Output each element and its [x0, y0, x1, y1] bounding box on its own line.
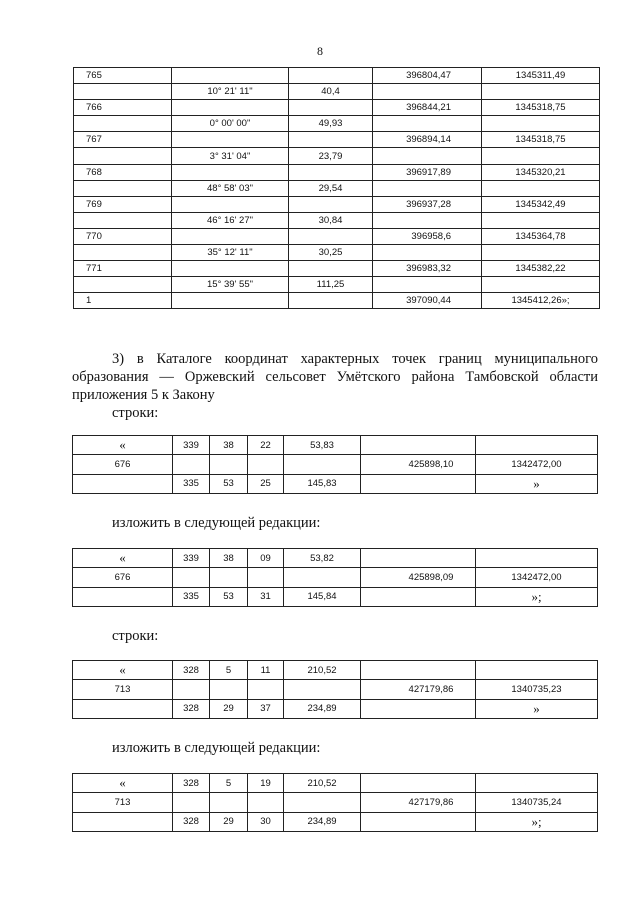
table-cell: 676 [73, 568, 173, 587]
table-cell: 765 [74, 68, 172, 84]
table-row [74, 84, 600, 100]
table-cell: 427179,86 [361, 793, 476, 812]
table-cell [173, 680, 210, 699]
label-rows-2: строки: [112, 628, 159, 644]
table-cell [361, 774, 476, 793]
table-cell: » [476, 474, 598, 493]
table-cell [172, 164, 289, 180]
table-cell: 1345318,75 [482, 132, 600, 148]
table-cell: 328 [173, 661, 210, 680]
table-cell [361, 474, 476, 493]
table-cell [361, 812, 476, 831]
table-cell: 1340735,24 [476, 793, 598, 812]
table-cell [373, 180, 482, 196]
table-cell [74, 212, 172, 228]
table-cell [74, 180, 172, 196]
table-cell: 234,89 [284, 812, 361, 831]
table-cell: 1345318,75 [482, 100, 600, 116]
table-row [73, 549, 598, 568]
table-cell [73, 812, 173, 831]
table-cell [361, 699, 476, 718]
table-cell: 767 [74, 132, 172, 148]
table-cell: 339 [173, 436, 210, 455]
table-row [74, 68, 600, 84]
table-cell: 713 [73, 680, 173, 699]
table-cell: « [73, 436, 173, 455]
table-cell: 29 [210, 699, 248, 718]
table-cell: 40,4 [289, 84, 373, 100]
table-cell [73, 699, 173, 718]
table-row [74, 212, 600, 228]
table-cell [248, 455, 284, 474]
table-cell [289, 68, 373, 84]
table-cell: 19 [248, 774, 284, 793]
table-cell [289, 293, 373, 309]
table-cell: 427179,86 [361, 680, 476, 699]
table-cell: 48° 58' 03" [172, 180, 289, 196]
table-cell: 766 [74, 100, 172, 116]
table-cell: 38 [210, 549, 248, 568]
table-cell [173, 793, 210, 812]
table-cell [74, 116, 172, 132]
table-cell [173, 455, 210, 474]
table-cell [373, 245, 482, 261]
table-cell: 1345412,26»; [482, 293, 600, 309]
table-cell [482, 180, 600, 196]
table-cell: 1345342,49 [482, 196, 600, 212]
table-row [73, 474, 598, 493]
table-cell [361, 661, 476, 680]
table-cell [74, 277, 172, 293]
table-row [74, 148, 600, 164]
table-cell [476, 436, 598, 455]
table-cell [172, 68, 289, 84]
paragraph-line-3: приложения 5 к Закону [72, 387, 215, 403]
table-cell [284, 568, 361, 587]
table-cell: » [476, 699, 598, 718]
table-row [74, 100, 600, 116]
table-cell: 29 [210, 812, 248, 831]
table-cell [289, 100, 373, 116]
table-cell [482, 116, 600, 132]
table-cell [289, 164, 373, 180]
table-cell: 396937,28 [373, 196, 482, 212]
table-cell: 53,82 [284, 549, 361, 568]
table-cell: « [73, 549, 173, 568]
table-cell [361, 436, 476, 455]
table-row [73, 455, 598, 474]
table-cell [172, 100, 289, 116]
table-cell [373, 116, 482, 132]
table-cell [248, 793, 284, 812]
table-cell: 38 [210, 436, 248, 455]
table-cell [289, 228, 373, 244]
table-cell: 111,25 [289, 277, 373, 293]
table-cell: 335 [173, 587, 210, 606]
table-cell: « [73, 774, 173, 793]
table-cell: 396983,32 [373, 261, 482, 277]
table-cell [172, 228, 289, 244]
table-cell: 10° 21' 11" [172, 84, 289, 100]
table-cell: 15° 39' 55" [172, 277, 289, 293]
table-cell: 30,84 [289, 212, 373, 228]
table-cell: 328 [173, 774, 210, 793]
table-cell: 11 [248, 661, 284, 680]
table-row [73, 793, 598, 812]
table-row [74, 277, 600, 293]
table-row [74, 196, 600, 212]
table-cell [74, 148, 172, 164]
table-cell: 1 [74, 293, 172, 309]
new-rows-table-1 [72, 548, 598, 607]
table-cell [482, 148, 600, 164]
table-cell [373, 148, 482, 164]
table-cell [373, 84, 482, 100]
label-replace-2: изложить в следующей редакции: [112, 740, 321, 756]
table-cell: 396804,47 [373, 68, 482, 84]
table-cell: 30,25 [289, 245, 373, 261]
table-cell: 22 [248, 436, 284, 455]
table-cell: 396917,89 [373, 164, 482, 180]
table-cell [476, 774, 598, 793]
table-cell: 771 [74, 261, 172, 277]
table-cell: 234,89 [284, 699, 361, 718]
table-cell [373, 277, 482, 293]
table-cell: 29,54 [289, 180, 373, 196]
table-row [74, 245, 600, 261]
table-cell: 328 [173, 699, 210, 718]
table-row [74, 116, 600, 132]
table-cell: 396958,6 [373, 228, 482, 244]
table-cell [173, 568, 210, 587]
table-row [74, 261, 600, 277]
paragraph-line-1: 3) в Каталоге координат характерных точек границ муниципального [112, 351, 598, 367]
table-cell: »; [476, 812, 598, 831]
table-cell: 210,52 [284, 661, 361, 680]
amendment-paragraph [72, 350, 598, 404]
table-cell: 37 [248, 699, 284, 718]
table-cell [289, 132, 373, 148]
table-cell [482, 84, 600, 100]
table-cell: 35° 12' 11" [172, 245, 289, 261]
table-cell [476, 549, 598, 568]
page-number: 8 [317, 44, 323, 58]
table-cell: « [73, 661, 173, 680]
coordinates-table-continued [73, 67, 600, 309]
table-cell [284, 793, 361, 812]
table-cell: 30 [248, 812, 284, 831]
old-rows-table-1 [72, 435, 598, 494]
label-rows-1: строки: [112, 405, 159, 421]
table-cell [284, 680, 361, 699]
table-cell [172, 293, 289, 309]
table-cell [172, 132, 289, 148]
table-row [73, 587, 598, 606]
table-cell: 49,93 [289, 116, 373, 132]
table-cell [361, 587, 476, 606]
table-row [73, 680, 598, 699]
table-cell [172, 261, 289, 277]
label-replace-1: изложить в следующей редакции: [112, 515, 321, 531]
table-cell: 46° 16' 27" [172, 212, 289, 228]
table-row [73, 661, 598, 680]
table-cell [248, 680, 284, 699]
table-cell [73, 474, 173, 493]
table-row [73, 774, 598, 793]
table-cell [74, 245, 172, 261]
table-cell: 676 [73, 455, 173, 474]
table-cell: 210,52 [284, 774, 361, 793]
table-cell: 770 [74, 228, 172, 244]
table-cell: 145,83 [284, 474, 361, 493]
table-cell: 25 [248, 474, 284, 493]
table-row [74, 132, 600, 148]
table-cell: 335 [173, 474, 210, 493]
table-cell: 53 [210, 474, 248, 493]
table-cell [210, 793, 248, 812]
new-rows-table-2 [72, 773, 598, 832]
table-cell: 53 [210, 587, 248, 606]
table-cell: 53,83 [284, 436, 361, 455]
table-cell: 769 [74, 196, 172, 212]
table-cell: 31 [248, 587, 284, 606]
table-cell: 396844,21 [373, 100, 482, 116]
paragraph-line-2: образования — Оржевский сельсовет Умётского района Тамбовской области [72, 369, 598, 385]
table-row [73, 436, 598, 455]
table-row [73, 812, 598, 831]
table-row [74, 228, 600, 244]
table-cell: 425898,10 [361, 455, 476, 474]
table-cell [210, 680, 248, 699]
table-cell [373, 212, 482, 228]
table-cell: 425898,09 [361, 568, 476, 587]
table-cell: 396894,14 [373, 132, 482, 148]
table-cell [210, 455, 248, 474]
table-cell: 1345320,21 [482, 164, 600, 180]
table-cell: 339 [173, 549, 210, 568]
table-cell: 5 [210, 661, 248, 680]
table-row [73, 568, 598, 587]
table-cell: 328 [173, 812, 210, 831]
table-cell [289, 261, 373, 277]
table-cell: 1345382,22 [482, 261, 600, 277]
table-cell [172, 196, 289, 212]
table-cell: 145,84 [284, 587, 361, 606]
table-cell: 1345364,78 [482, 228, 600, 244]
table-cell [289, 196, 373, 212]
table-cell: 1345311,49 [482, 68, 600, 84]
table-cell [361, 549, 476, 568]
table-cell: »; [476, 587, 598, 606]
table-cell: 397090,44 [373, 293, 482, 309]
table-cell: 1342472,00 [476, 568, 598, 587]
table-cell [210, 568, 248, 587]
table-cell [73, 587, 173, 606]
table-cell [248, 568, 284, 587]
table-cell [482, 245, 600, 261]
table-row [74, 180, 600, 196]
table-cell: 3° 31' 04" [172, 148, 289, 164]
table-cell: 768 [74, 164, 172, 180]
table-cell: 5 [210, 774, 248, 793]
table-cell [74, 84, 172, 100]
table-cell [284, 455, 361, 474]
table-cell [476, 661, 598, 680]
table-row [74, 293, 600, 309]
table-cell: 09 [248, 549, 284, 568]
table-cell [482, 277, 600, 293]
table-cell: 1340735,23 [476, 680, 598, 699]
old-rows-table-2 [72, 660, 598, 719]
table-row [73, 699, 598, 718]
table-cell: 1342472,00 [476, 455, 598, 474]
table-cell: 0° 00' 00" [172, 116, 289, 132]
table-cell: 23,79 [289, 148, 373, 164]
table-cell: 713 [73, 793, 173, 812]
table-cell [482, 212, 600, 228]
table-row [74, 164, 600, 180]
